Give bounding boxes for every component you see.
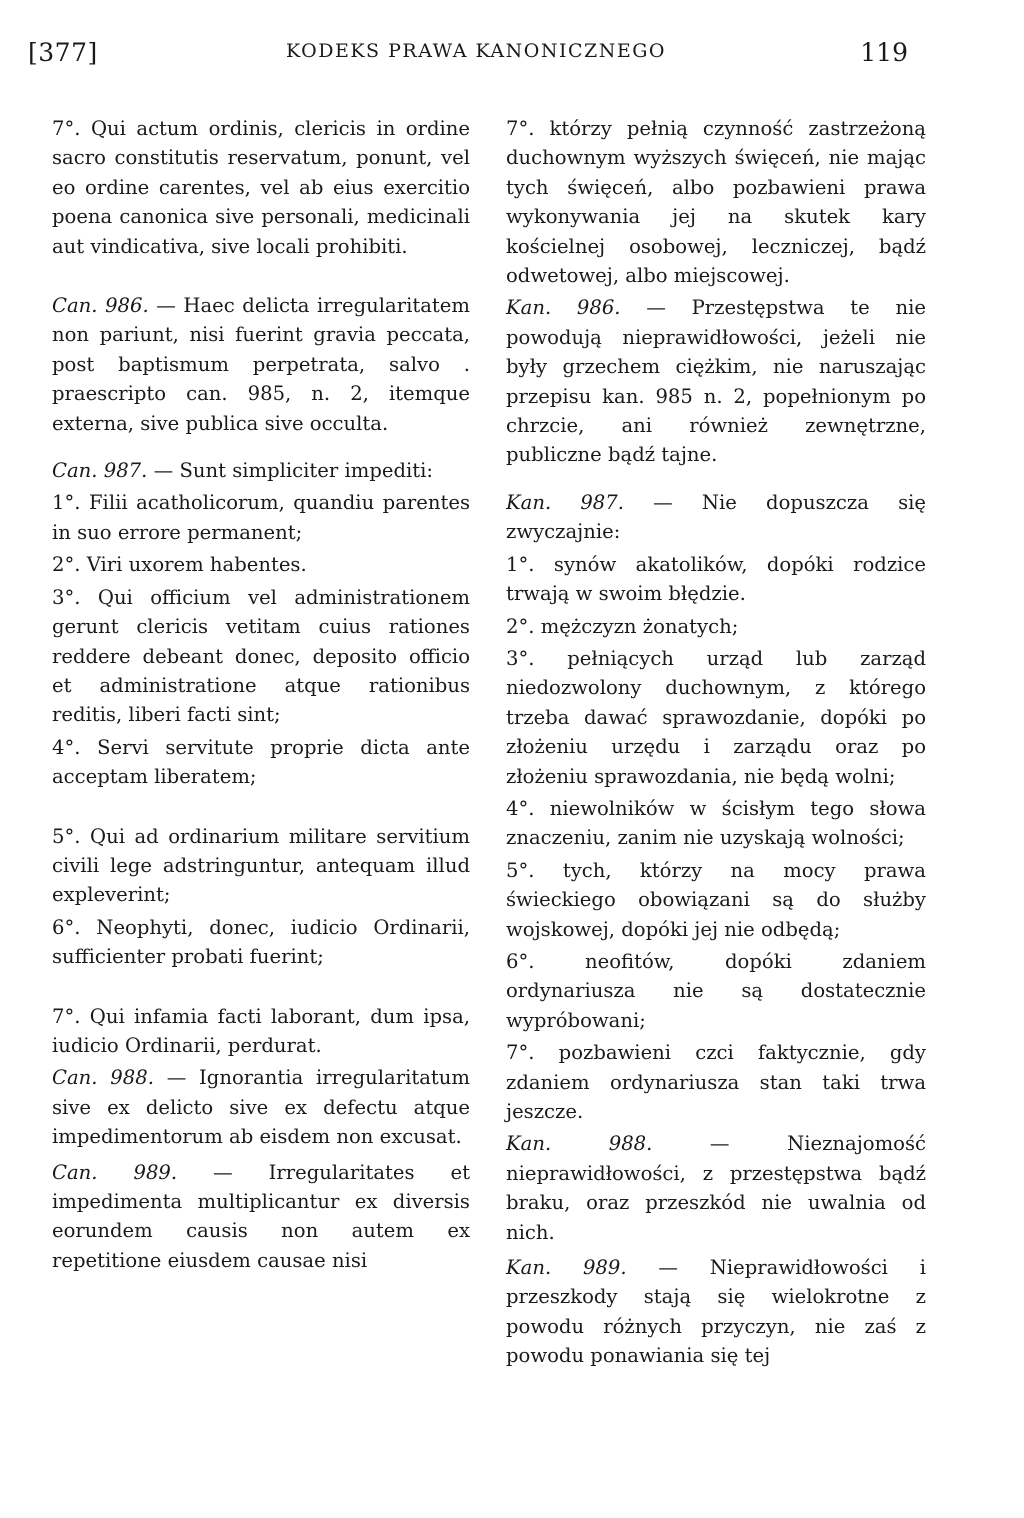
canon-label: Kan. 986. — [506, 296, 621, 320]
page-number: 119 — [860, 38, 908, 67]
canon-label: Can. 988. — [52, 1066, 154, 1090]
latin-item-5: 5°. Qui ad ordinarium militare servitium civili lege adstringuntur, antequam illud expleverint; — [52, 824, 470, 907]
latin-item-7-ordinis: 7°. Qui actum ordinis, clericis in ordine sacro constitutis reservatum, ponunt, vel eo ordine carentes, vel ab eius exercitio poena canonica sive personali, medicinali aut vindicativa, sive locali prohibiti. — [52, 117, 470, 258]
canon-label: Can. 987. — [52, 459, 148, 483]
canon-label: Can. 986. — [52, 294, 149, 318]
latin-item-7-infamia: 7°. Qui infamia facti laborant, dum ipsa, iudicio Ordinarii, perdurat. — [52, 1004, 470, 1057]
polish-canon-989 — [506, 1253, 926, 1371]
running-title: KODEKS PRAWA KANONICZNEGO — [286, 40, 666, 62]
latin-item-1: 1°. Filii acatholicorum, quandiu parentes in suo errore permanent; — [52, 491, 470, 544]
polish-canon-986 — [506, 293, 926, 469]
latin-canon-986 — [52, 291, 470, 438]
latin-item-3: 3°. Qui officium vel administrationem gerunt clericis vetitam cuius rationes reddere debeant donec, deposito officio et administratione atque rationibus reditis, liberi facti sint; — [52, 585, 470, 727]
latin-item-2: 2°. Viri uxorem habentes. — [52, 553, 307, 577]
latin-item-4: 4°. Servi servitute proprie dicta ante acceptam liberatem; — [52, 735, 470, 789]
canon-label: Kan. 987. — [506, 490, 624, 514]
canon-label: Kan. 989. — [506, 1256, 627, 1280]
canon-text: — Irregularitates et impedimenta multiplicantur ex diversis eorundem causis non autem ex repetitione eiusdem causae nisi — [52, 1160, 470, 1272]
latin-canon-988 — [52, 1063, 470, 1151]
polish-item-7-czci: 7°. pozbawieni czci faktycznie, gdy zdaniem ordynariusza stan taki trwa jeszcze. — [506, 1041, 926, 1123]
polish-item-1: 1°. synów akatolików, dopóki rodzice trwają w swoim błędzie. — [506, 552, 926, 606]
polish-column — [506, 114, 926, 1371]
polish-item-3: 3°. pełniących urząd lub zarząd niedozwolony duchownym, z którego trzeba dawać sprawozdanie, dopóki po złożeniu urzędu i zarządu oraz po złożeniu sprawozdania, nie będą wolni; — [506, 646, 926, 788]
latin-item-6: 6°. Neophyti, donec, iudicio Ordinarii, sufficienter probati fuerint; — [52, 915, 470, 969]
canon-text: — Sunt simpliciter impediti: — [147, 459, 434, 483]
canon-text: — Nieznajomość nieprawidłowości, z przestępstwa bądź braku, oraz przeszkód nie uwalnia od nich. — [506, 1132, 926, 1244]
canon-label: Kan. 988. — [506, 1132, 653, 1156]
latin-canon-989 — [52, 1158, 470, 1276]
canon-text: — Nieprawidłowości i przeszkody stają się wielokrotne z powodu różnych przyczyn, nie zaś z powodu ponawiania się tej — [506, 1256, 926, 1368]
polish-item-5: 5°. tych, którzy na mocy prawa świeckiego obowiązani są do służby wojskowej, dopóki jej nie odbędą; — [506, 858, 926, 941]
latin-canon-987 — [52, 456, 470, 485]
canon-label: Can. 989. — [52, 1160, 178, 1184]
polish-item-6: 6°. neofitów, dopóki zdaniem ordynariusza nie są dostatecznie wypróbowani; — [506, 949, 926, 1032]
canon-text: — Ignorantia irregularitatum sive ex delicto sive ex defectu atque impedimentorum ab eisdem non excusat. — [52, 1066, 470, 1149]
polish-canon-987 — [506, 488, 926, 547]
polish-item-2: 2°. mężczyzn żonatych; — [506, 614, 739, 638]
polish-item-4: 4°. niewolników w ścisłym tego słowa znaczeniu, zanim nie uzyskają wolności; — [506, 796, 926, 850]
page-code: [377] — [28, 38, 98, 67]
polish-canon-988 — [506, 1129, 926, 1247]
canon-text: — Przestępstwa te nie powodują nieprawidłowości, jeżeli nie były grzechem ciężkim, nie naruszając przepisu kan. 985 n. 2, popełnionym po chrzcie, ani również zewnętrzne, publiczne bądź tajne. — [506, 296, 926, 467]
canon-text: — Nie dopuszcza się zwyczajnie: — [506, 490, 926, 544]
canon-text: — Haec delicta irregularitatem non pariunt, nisi fuerint gravia peccata, post baptismum perpetrata, salvo . praescripto can. 985, n. 2, itemque externa, sive publica sive occulta. — [52, 294, 470, 435]
polish-item-7-czynnosc: 7°. którzy pełnią czynność zastrzeżoną duchownym wyższych święceń, nie mając tych święceń, albo pozbawieni prawa wykonywania jej na skutek kary kościelnej osobowej, leczniczej, bądź odwetowej, albo miejscowej. — [506, 117, 926, 288]
latin-column — [52, 114, 470, 1275]
page-header — [28, 38, 908, 78]
